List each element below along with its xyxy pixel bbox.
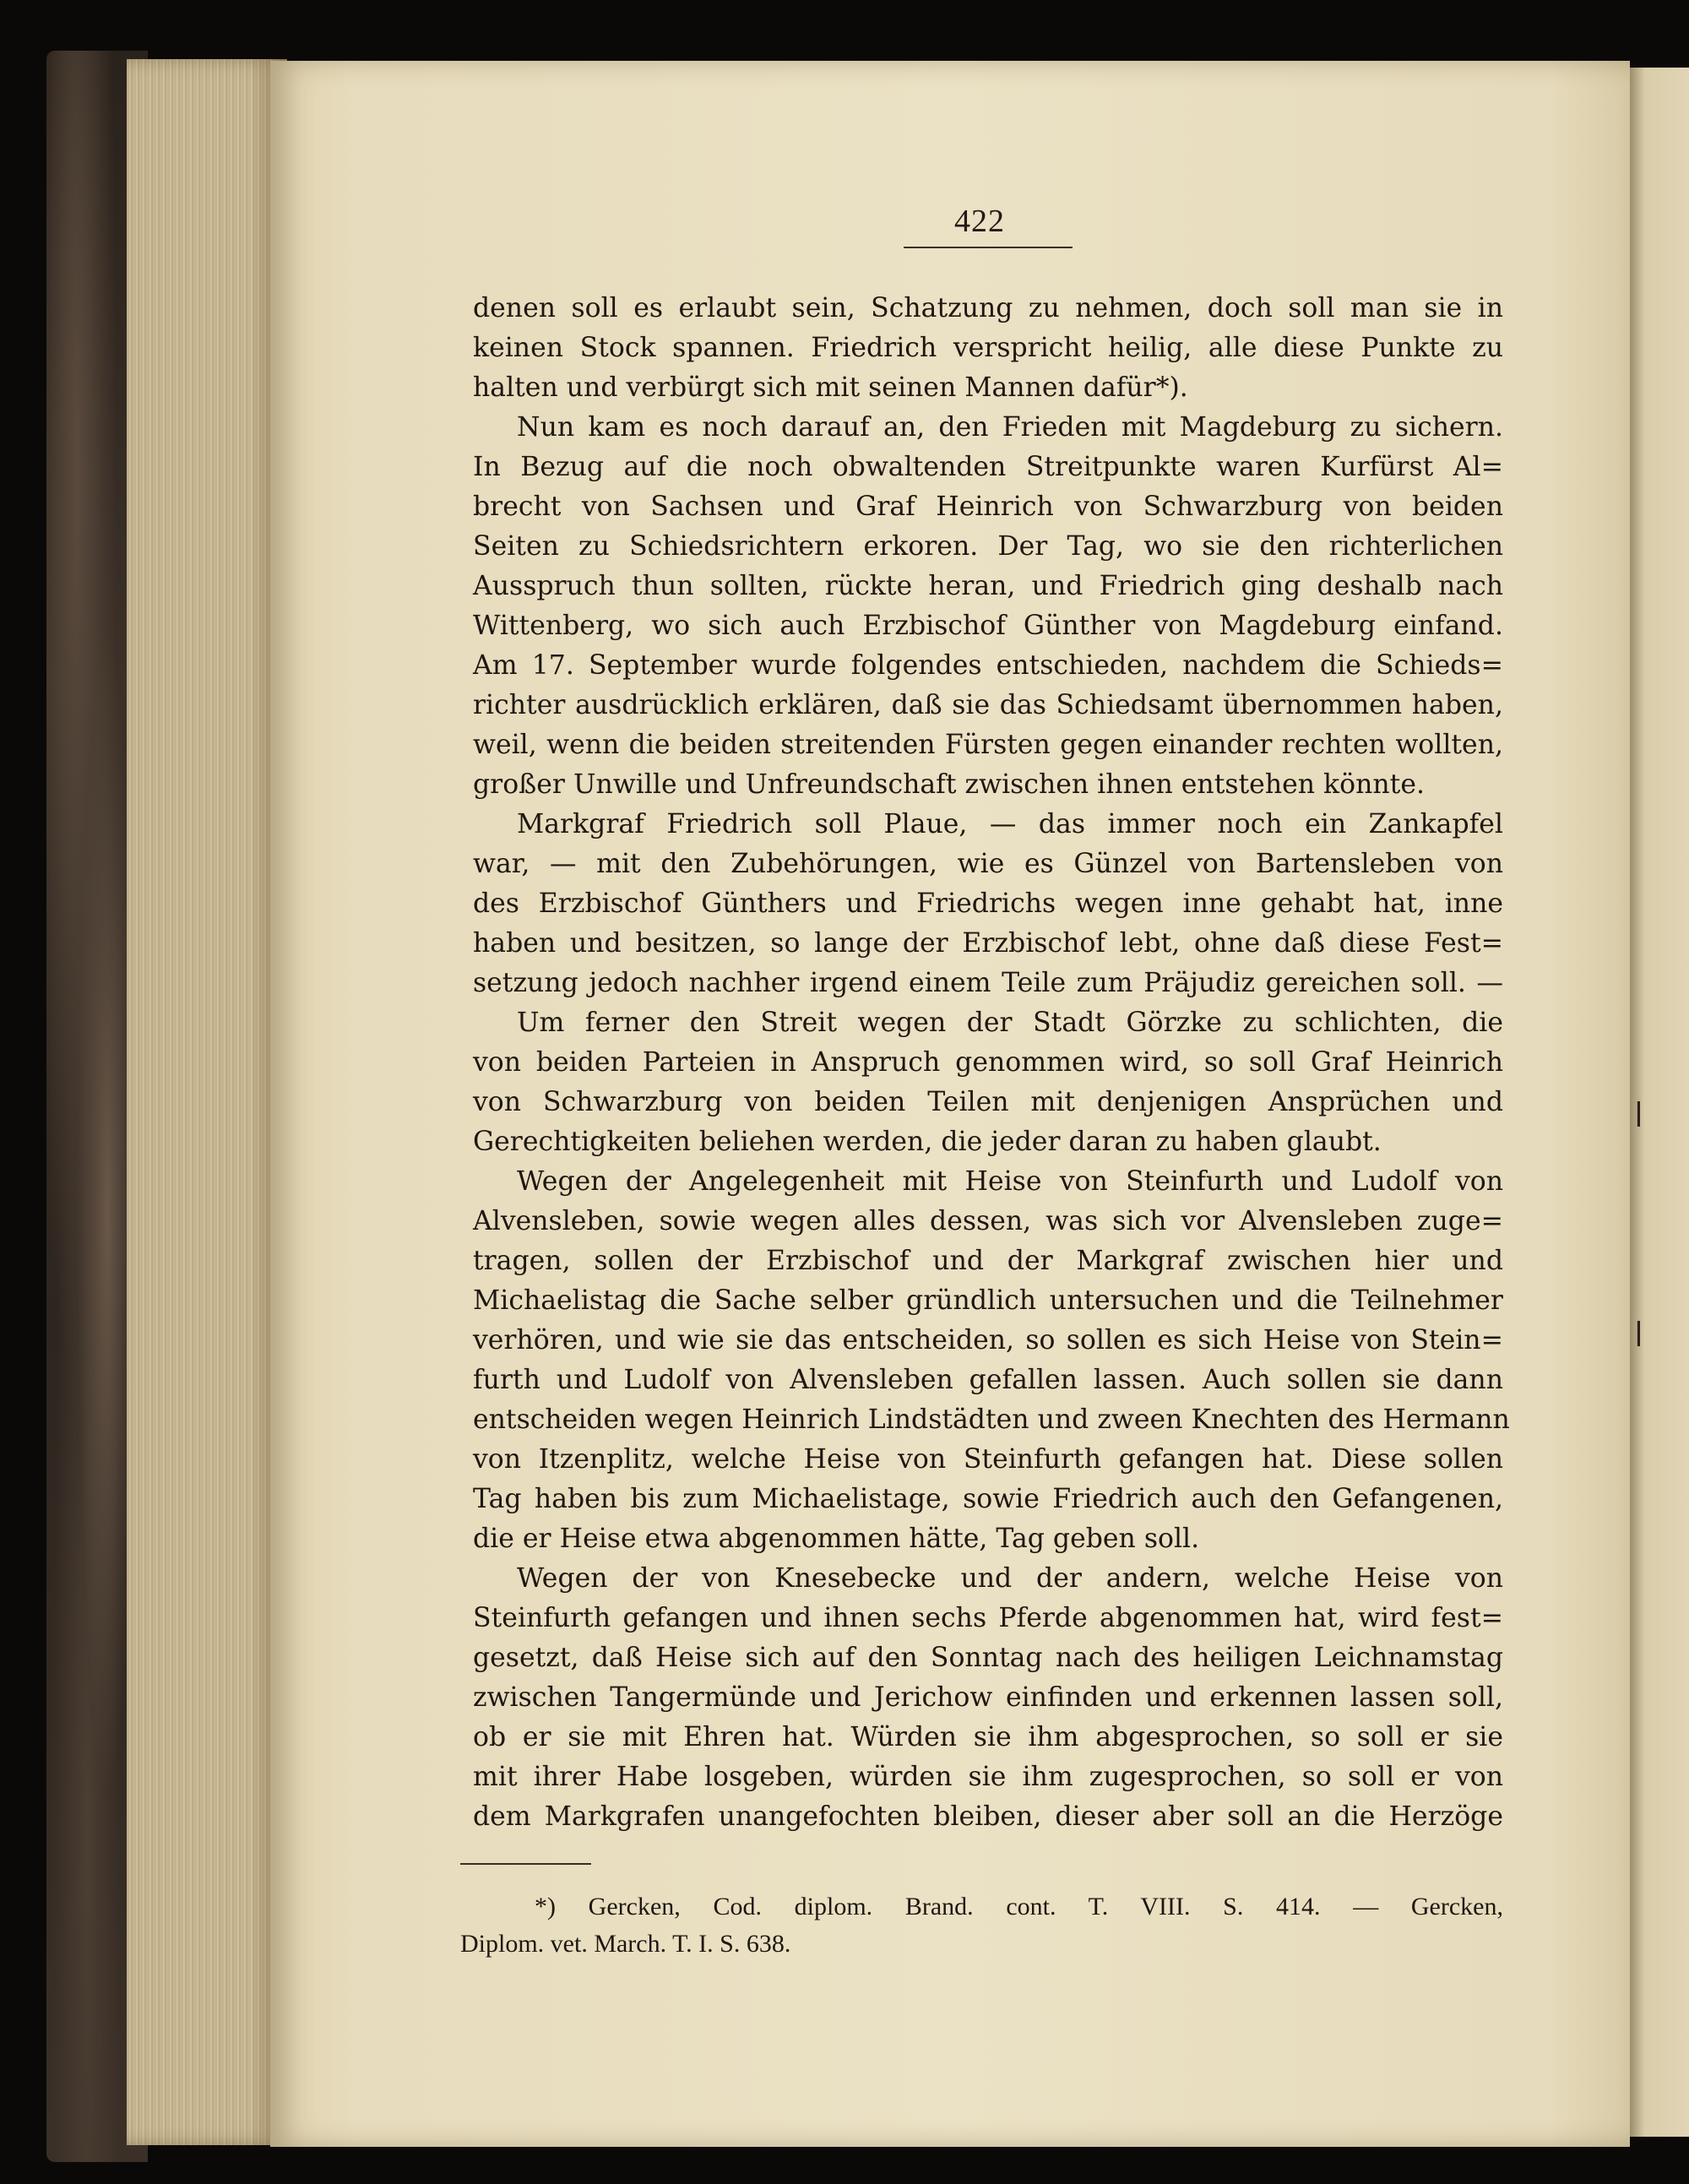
footnote-line: *) Gercken, Cod. diplom. Brand. cont. T. VIII. S. 414. — Gercken, <box>535 1893 1503 1921</box>
right-page-mark: | <box>1634 1317 1643 1347</box>
footnote-line: Diplom. vet. March. T. I. S. 638. <box>460 1930 791 1958</box>
text-line: Wittenberg, wo sich auch Erzbischof Günther von Magdeburg einfand. <box>473 611 1503 641</box>
text-line: Steinfurth gefangen und ihnen sechs Pferde abgenommen hat, wird fest= <box>473 1603 1503 1633</box>
text-line: großer Unwille und Unfreundschaft zwischen ihnen entstehen könnte. <box>473 769 1425 800</box>
text-line: ob er sie mit Ehren hat. Würden sie ihm abgesprochen, so soll er sie <box>473 1722 1503 1752</box>
text-line: die er Heise etwa abgenommen hätte, Tag geben soll. <box>473 1524 1200 1554</box>
text-line: haben und besitzen, so lange der Erzbischof lebt, ohne daß diese Fest= <box>473 928 1503 959</box>
text-line: halten und verbürgt sich mit seinen Mannen dafür*). <box>473 372 1188 403</box>
text-line: mit ihrer Habe losgeben, würden sie ihm zugesprochen, so soll er von <box>473 1762 1503 1792</box>
right-page-mark: | <box>1634 1098 1643 1127</box>
text-line: Am 17. September wurde folgendes entschieden, nachdem die Schieds= <box>473 650 1503 681</box>
header-rule <box>904 247 1073 248</box>
text-line: von beiden Parteien in Anspruch genommen wird, so soll Graf Heinrich <box>473 1047 1503 1078</box>
text-line: dem Markgrafen unangefochten bleiben, dieser aber soll an die Herzöge <box>473 1801 1503 1832</box>
text-line: In Bezug auf die noch obwaltenden Streitpunkte waren Kurfürst Al= <box>473 452 1503 482</box>
footnote-rule <box>460 1863 591 1865</box>
text-line: tragen, sollen der Erzbischof und der Markgraf zwischen hier und <box>473 1246 1503 1276</box>
text-line: Gerechtigkeiten beliehen werden, die jeder daran zu haben glaubt. <box>473 1127 1382 1157</box>
text-line: furth und Ludolf von Alvensleben gefallen lassen. Auch sollen sie dann <box>473 1365 1503 1395</box>
page-edges <box>127 59 287 2145</box>
text-line: brecht von Sachsen und Graf Heinrich von Schwarzburg von beiden <box>473 492 1503 522</box>
text-line: Seiten zu Schiedsrichtern erkoren. Der Tag, wo sie den richterlichen <box>473 531 1503 562</box>
text-line: Tag haben bis zum Michaelistage, sowie Friedrich auch den Gefangenen, <box>473 1484 1503 1514</box>
text-line: Michaelistag die Sache selber gründlich untersuchen und die Teilnehmer <box>473 1285 1503 1316</box>
text-line: setzung jedoch nachher irgend einem Teile zum Präjudiz gereichen soll. — <box>473 968 1503 998</box>
text-line: richter ausdrücklich erklären, daß sie das Schiedsamt übernommen haben, <box>473 690 1503 720</box>
text-line: verhören, und wie sie das entscheiden, so sollen es sich Heise von Stein= <box>473 1325 1503 1355</box>
text-line: war, — mit den Zubehörungen, wie es Günzel von Bartensleben von <box>473 849 1503 879</box>
text-line: keinen Stock spannen. Friedrich verspricht heilig, alle diese Punkte zu <box>473 333 1503 363</box>
footnote <box>460 1888 1503 1963</box>
text-line: Wegen der Angelegenheit mit Heise von Steinfurth und Ludolf von <box>517 1166 1503 1197</box>
text-line: des Erzbischof Günthers und Friedrichs wegen inne gehabt hat, inne <box>473 888 1503 919</box>
text-line: Wegen der von Knesebecke und der andern, welche Heise von <box>517 1563 1503 1594</box>
text-line: Ausspruch thun sollten, rückte heran, und Friedrich ging deshalb nach <box>473 571 1503 601</box>
page-number: 422 <box>954 204 1005 239</box>
text-line: von Itzenplitz, welche Heise von Steinfurth gefangen hat. Diese sollen <box>473 1444 1503 1475</box>
text-line: Nun kam es noch darauf an, den Frieden mit Magdeburg zu sichern. <box>517 412 1503 443</box>
text-line: Um ferner den Streit wegen der Stadt Görzke zu schlichten, die <box>517 1008 1503 1038</box>
text-line: zwischen Tangermünde und Jerichow einfinden und erkennen lassen soll, <box>473 1682 1503 1713</box>
text-line: Markgraf Friedrich soll Plaue, — das immer noch ein Zankapfel <box>517 809 1503 839</box>
text-line: entscheiden wegen Heinrich Lindstädten und zween Knechten des Hermann <box>473 1404 1510 1435</box>
text-line: Alvensleben, sowie wegen alles dessen, was sich vor Alvensleben zuge= <box>473 1206 1503 1236</box>
text-line: von Schwarzburg von beiden Teilen mit denjenigen Ansprüchen und <box>473 1087 1503 1117</box>
text-line: weil, wenn die beiden streitenden Fürsten gegen einander rechten wollten, <box>473 730 1503 760</box>
text-line: gesetzt, daß Heise sich auf den Sonntag nach des heiligen Leichnamstag <box>473 1643 1503 1673</box>
text-line: denen soll es erlaubt sein, Schatzung zu nehmen, doch soll man sie in <box>473 293 1503 323</box>
body-text <box>473 289 1510 1837</box>
